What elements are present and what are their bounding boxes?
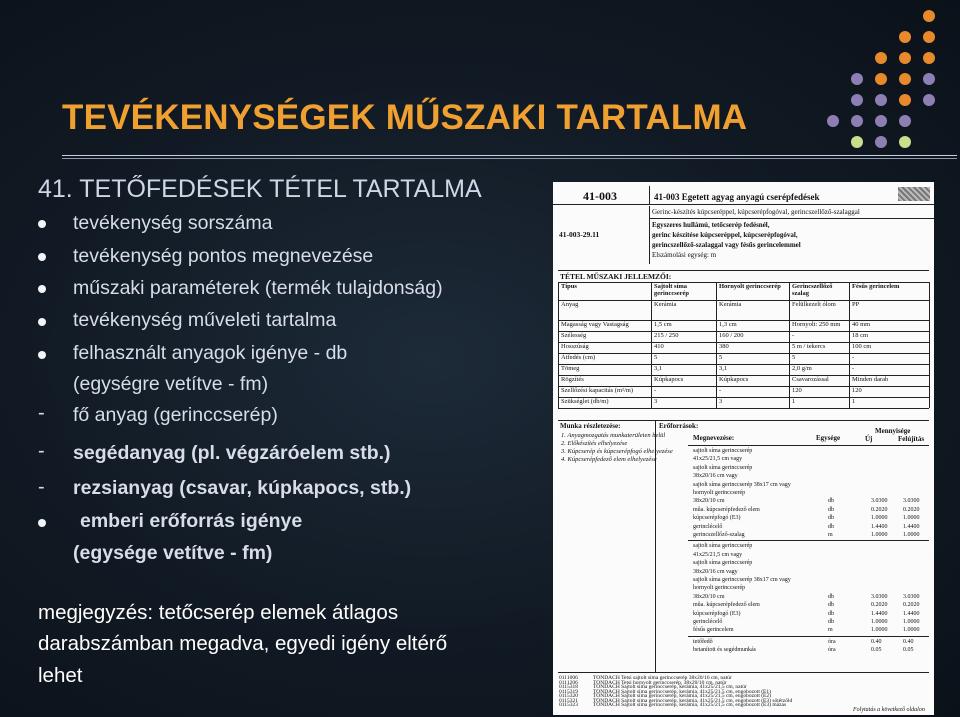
spec-table-cell: -	[852, 354, 855, 361]
spec-document	[553, 182, 934, 715]
resource-value: 0.2020	[871, 506, 888, 513]
bullet-item: tevékenység pontos megnevezése	[73, 245, 374, 267]
spec-table-cell: 120	[852, 387, 862, 394]
spec-table-cell: Kerámia	[719, 301, 742, 308]
resource-name: 38x20/16 cm vagy	[693, 568, 738, 575]
resource-value: óra	[828, 647, 836, 654]
spec-table-cell: Kerámia	[654, 301, 677, 308]
spec-table-cell: 3	[654, 398, 658, 405]
spec-table-cell: 40 mm	[852, 321, 871, 328]
doc-rule	[558, 408, 929, 409]
decorative-dot	[899, 73, 911, 85]
resource-value: 0.05	[871, 647, 882, 654]
doc-desc: Elszámolási egység: m	[652, 251, 717, 259]
spec-table-cell: Szélesség	[561, 332, 587, 339]
bullet-item: tevékenység műveleti tartalma	[73, 309, 337, 331]
resource-name: sajtolt síma gerinccserép	[693, 543, 753, 550]
bullet-dot	[38, 351, 46, 359]
bullet-dot	[38, 519, 46, 527]
doc-rule	[553, 204, 934, 205]
resource-value: 1.0000	[903, 515, 920, 522]
bullet-item: műszaki paraméterek (termék tulajdonság)	[73, 277, 443, 299]
product-name: TONDACH Sajtolt síma gerinccserép, kerámia, 41x25/21,5 cm, engobozott (E2)	[593, 693, 771, 699]
decorative-dot	[899, 52, 911, 64]
product-code: 0115323	[559, 702, 579, 708]
decorative-dot	[827, 115, 839, 127]
spec-table-cell: -	[719, 387, 722, 394]
spec-table-cell: 5	[792, 354, 796, 361]
product-code: 0111206	[559, 679, 578, 686]
sub-item-marker: -	[38, 440, 45, 462]
resource-value: db	[828, 593, 834, 600]
spec-table-cell: 5	[654, 354, 658, 361]
spec-table-cell: 120	[792, 387, 802, 394]
doc-res-header: Felújítás	[898, 435, 925, 443]
doc-rule	[688, 540, 929, 541]
resource-name: sajtolt síma gerinccserép 38x17 cm vagy	[693, 481, 791, 488]
bullet-dot	[38, 285, 46, 293]
doc-desc: gerincszellőző-szalaggal vagy fésűs gerincelemmel	[652, 241, 801, 249]
resource-value: óra	[828, 638, 836, 645]
spec-table-header-cell: Sajtolt síma gerinccserép	[654, 283, 690, 297]
spec-table-cell: 1	[852, 398, 856, 405]
bullet-dot	[38, 318, 46, 326]
doc-res-header: Megnevezése:	[693, 434, 735, 442]
product-code: 0115320	[559, 693, 579, 699]
resource-value: 1.4400	[871, 523, 888, 530]
spec-table-cell: 160 / 200	[719, 332, 744, 339]
doc-rule	[558, 397, 929, 398]
resource-value: 1.0000	[903, 532, 920, 538]
resource-value: 0.40	[871, 638, 882, 645]
spec-table-cell: 5 m / tekercs	[792, 343, 826, 350]
doc-work-title: Munka részletezése:	[560, 422, 621, 430]
spec-table-cell: 5	[719, 354, 723, 361]
resource-name: mûa. kúpcserépfedező elem	[693, 602, 760, 609]
resource-value: 0.2020	[903, 602, 920, 609]
doc-res-header: Egysége	[816, 434, 841, 442]
doc-footer: Folytatás a következő oldalon	[853, 707, 925, 713]
resource-name: 38x20/10 cm	[693, 593, 725, 600]
bullet-item-bold-continuation: (egysége vetítve - fm)	[73, 542, 273, 564]
spec-table-cell: Hosszúság	[561, 343, 589, 350]
resource-name: 38x20/10 cm	[693, 498, 725, 505]
doc-resource-title: Erőforrások:	[659, 422, 699, 430]
doc-rule	[558, 364, 929, 365]
doc-rule	[558, 300, 929, 301]
resource-value: 3.0300	[903, 593, 920, 600]
spec-table-cell: Minden darab	[852, 376, 889, 383]
spec-table-cell: Szellőzési kapacitás (m²/m)	[561, 387, 633, 394]
doc-work-item: 1. Anyagmozgatás munkaterületen belül	[561, 432, 666, 439]
resource-value: 1.4400	[903, 610, 920, 617]
spec-table-cell: Csavarozással	[792, 376, 829, 383]
spec-table-header-cell: Típus	[561, 283, 577, 290]
spec-table-cell: Anyag	[561, 301, 579, 308]
doc-rule	[558, 342, 929, 343]
resource-value: db	[828, 523, 834, 530]
title-divider-top	[62, 155, 957, 156]
note-line: darabszámban megadva, egyedi igény eltérő	[38, 632, 448, 655]
resource-name: hornyolt gerinccserép	[693, 490, 746, 496]
doc-work-item: 3. Kúpcserép és kúpcserépfogó elhelyezése	[561, 448, 673, 455]
resource-name: gerincszellőző-szalag	[693, 532, 745, 538]
resource-name: betanított és segédmunkás	[693, 647, 756, 654]
product-code: 0111006	[559, 675, 578, 681]
resource-value: db	[828, 610, 834, 617]
product-name: TONDACH Tetsi hornyolt gerinccserép, 38x20/10 cm, natúr	[593, 679, 727, 686]
doc-rule	[716, 282, 717, 408]
spec-table-cell: Átfedés (cm)	[561, 354, 596, 361]
spec-table-cell: 1,5 cm	[654, 321, 672, 328]
decorative-dot	[899, 136, 911, 148]
resource-value: 0.05	[903, 647, 914, 654]
spec-table-cell: Szükséglet (db/m)	[561, 398, 609, 405]
bullet-dot	[38, 253, 46, 261]
spec-table-cell: Magasság vagy Vastagság	[561, 321, 629, 328]
resource-value: 1.0000	[903, 619, 920, 625]
resource-value: 3.0300	[903, 498, 920, 505]
bullet-dot	[38, 220, 46, 228]
decorative-dot	[923, 10, 935, 22]
doc-rule	[558, 270, 929, 271]
doc-rule	[650, 218, 934, 219]
resource-value: 1.4400	[903, 523, 920, 530]
resource-value: 1.4400	[871, 610, 888, 617]
sub-item: fő anyag (gerinccserép)	[73, 404, 278, 426]
spec-table-cell: Kúpkapocs	[719, 376, 749, 383]
resource-value: m	[828, 532, 833, 538]
product-name: TONDACH Tetsi sajtolt síma gerinccserép 38x20/16 cm, natúr	[593, 675, 732, 681]
spec-table-cell: 18 cm	[852, 332, 869, 339]
decorative-dot	[923, 94, 935, 106]
decorative-dot	[899, 115, 911, 127]
decorative-dot	[923, 31, 935, 43]
resource-value: 1.0000	[871, 515, 888, 522]
decorative-dot-grid	[817, 6, 952, 156]
spec-table-cell: Felülkezelt ólom	[792, 301, 836, 308]
resource-name: sajtolt síma gerinccserép 38x17 cm vagy	[693, 577, 791, 583]
resource-name: tetőfedő	[693, 638, 713, 645]
decorative-dot	[851, 94, 863, 106]
decorative-dot	[875, 73, 887, 85]
product-name: TONDACH Sajtolt síma gerinccserép, kerámia, 41x25/21,5 cm, engobozott (E3) sötétzöld	[593, 697, 793, 704]
doc-desc: gerinc készítése kúpcseréppel, kúpcserépfogóval,	[652, 231, 798, 239]
product-code: 0115319	[559, 688, 579, 695]
resource-name: kúpcserépfogó (E3)	[693, 610, 741, 617]
resource-name: fésűs gerincelem	[693, 627, 734, 634]
doc-title: 41-003 Egetett agyag anyagú cserépfedések	[654, 192, 820, 202]
spec-table-cell: 3,1	[654, 365, 663, 372]
doc-rule	[558, 353, 929, 354]
sub-item-marker: -	[38, 402, 45, 424]
spec-table-cell: Tömeg	[561, 365, 580, 372]
doc-desc: Gerinc-készítés kúpcseréppel, kúpcserépfogóval, gerincszellőző-szalaggal	[652, 208, 860, 216]
resource-name: 38x20/16 cm vagy	[693, 473, 738, 480]
spec-table-cell: Kúpkapocs	[654, 376, 684, 383]
bullet-item: tevékenység sorszáma	[73, 212, 273, 234]
slide-title: TEVÉKENYSÉGEK MŰSZAKI TARTALMA	[62, 98, 748, 137]
decorative-dot	[875, 115, 887, 127]
decorative-dot	[851, 73, 863, 85]
resource-name: gerinclécelő	[693, 523, 723, 530]
spec-table-cell: -	[654, 387, 657, 394]
decorative-dot	[923, 52, 935, 64]
bullet-item: felhasznált anyagok igénye - db	[73, 342, 348, 364]
doc-rule	[789, 282, 790, 408]
product-code: 0115318	[559, 684, 579, 690]
doc-rule	[929, 282, 930, 408]
doc-rule	[688, 636, 929, 637]
resource-value: db	[828, 619, 834, 625]
product-name: TONDACH Sajtolt síma gerinccserép, kerámia, 41x25/21,5 cm, engobozott (E3) mázas	[593, 702, 787, 708]
resource-value: 3.0300	[871, 498, 888, 505]
resource-name: 41x25/21,5 cm vagy	[693, 551, 743, 558]
resource-name: sajtolt síma gerinccserép	[693, 560, 753, 567]
note-line: megjegyzés: tetőcserép elemek átlagos	[38, 601, 399, 624]
spec-table-cell: 1,3 cm	[719, 321, 737, 328]
spec-table-cell: 100 cm	[852, 343, 872, 350]
decorative-dot	[851, 136, 863, 148]
bullet-item-bold: emberi erőforrás igénye	[80, 510, 303, 532]
resource-value: 0.2020	[903, 506, 920, 513]
spec-table-cell: 380	[719, 343, 729, 350]
resource-value: db	[828, 515, 834, 522]
spec-table-cell: 410	[654, 343, 664, 350]
note-line: lehet	[38, 664, 83, 687]
product-code: 0115321	[559, 697, 579, 704]
doc-work-item: 4. Kúpcserépfedező elem elhelyezése	[561, 456, 657, 463]
section-heading: 41. TETŐFEDÉSEK TÉTEL TARTALMA	[38, 175, 482, 203]
spec-table-cell: 3,1	[719, 365, 728, 372]
sub-item-marker: -	[38, 476, 45, 498]
spec-table-cell: PP	[852, 301, 860, 308]
decorative-dot	[875, 136, 887, 148]
product-name: TONDACH Sajtolt síma gerinccserép, kerámia, 41x25/21,5 cm, engobozott (E1)	[593, 688, 771, 695]
resource-name: hornyolt gerinccserép	[693, 585, 746, 592]
doc-rule	[649, 186, 650, 204]
decorative-dot	[875, 94, 887, 106]
decorative-dot	[899, 31, 911, 43]
doc-logo	[898, 187, 930, 201]
resource-value: m	[828, 627, 833, 634]
decorative-dot	[851, 115, 863, 127]
doc-rule	[558, 282, 559, 408]
doc-work-item: 2. Előkészítés elhelyezése	[561, 440, 628, 447]
resource-name: gerinclécelő	[693, 619, 723, 625]
sub-item: rezsianyag (csavar, kúpkapocs, stb.)	[73, 477, 412, 499]
resource-value: db	[828, 602, 834, 609]
doc-table-title: TÉTEL MŰSZAKI JELLEMZŐI:	[560, 272, 672, 281]
resource-value: db	[828, 506, 834, 513]
doc-res-header: Új	[865, 435, 873, 443]
bullet-item-continuation: (egységre vetítve - fm)	[73, 373, 269, 395]
spec-table-header-cell: Gerincszellőző szalag	[792, 283, 833, 297]
decorative-dot	[923, 73, 935, 85]
spec-table-cell: Hornyolt: 250 mm	[792, 321, 841, 328]
doc-desc: Egyszeres hullámú, tetőcserép fedésnél,	[652, 221, 770, 229]
resource-name: sajtolt síma gerinccserép	[693, 464, 753, 471]
resource-value: 1.0000	[903, 627, 920, 634]
spec-table-cell: Rögzítés	[561, 376, 584, 383]
resource-name: kúpcserépfogó (E3)	[693, 515, 741, 522]
doc-subcode: 41-003-29.11	[559, 230, 600, 239]
spec-table-cell: -	[852, 365, 855, 372]
resource-value: 0.2020	[871, 602, 888, 609]
spec-table-cell: 3	[719, 398, 723, 405]
spec-table-header-cell: Hornyolt gerinccserép	[719, 283, 781, 290]
doc-rule	[558, 420, 929, 421]
decorative-dot	[875, 52, 887, 64]
product-name: TONDACH Sajtolt síma gerinccserép, kerámia, 41x25/21,5 cm, natúr	[593, 684, 747, 690]
doc-rule	[558, 672, 929, 673]
title-divider-bottom	[62, 158, 957, 159]
decorative-dot	[899, 94, 911, 106]
resource-name: sajtolt síma gerinccserép	[693, 448, 753, 454]
resource-value: 1.0000	[871, 532, 888, 538]
doc-rule	[688, 445, 929, 446]
resource-name: 41x25/21,5 cm vagy	[693, 456, 743, 463]
spec-table-cell: 1	[792, 398, 796, 405]
resource-value: 1.0000	[871, 627, 888, 634]
resource-value: 0.40	[903, 638, 914, 645]
resource-value: 3.0300	[871, 593, 888, 600]
doc-code: 41-003	[583, 189, 617, 203]
resource-name: mûa. kúpcserépfedező elem	[693, 506, 760, 513]
spec-table-cell: 2,0 g/m	[792, 365, 812, 372]
doc-rule	[849, 282, 850, 408]
resource-value: db	[828, 498, 834, 505]
doc-res-header: Mennyisége	[875, 427, 911, 435]
spec-table-cell: 215 / 250	[654, 332, 679, 339]
sub-item: segédanyag (pl. végzáróelem stb.)	[73, 442, 391, 464]
doc-rule	[651, 282, 652, 408]
doc-rule	[649, 206, 650, 264]
spec-table-cell: -	[792, 332, 795, 339]
resource-value: 1.0000	[871, 619, 888, 625]
spec-table-header-cell: Fésűs gerincelem	[852, 283, 900, 290]
